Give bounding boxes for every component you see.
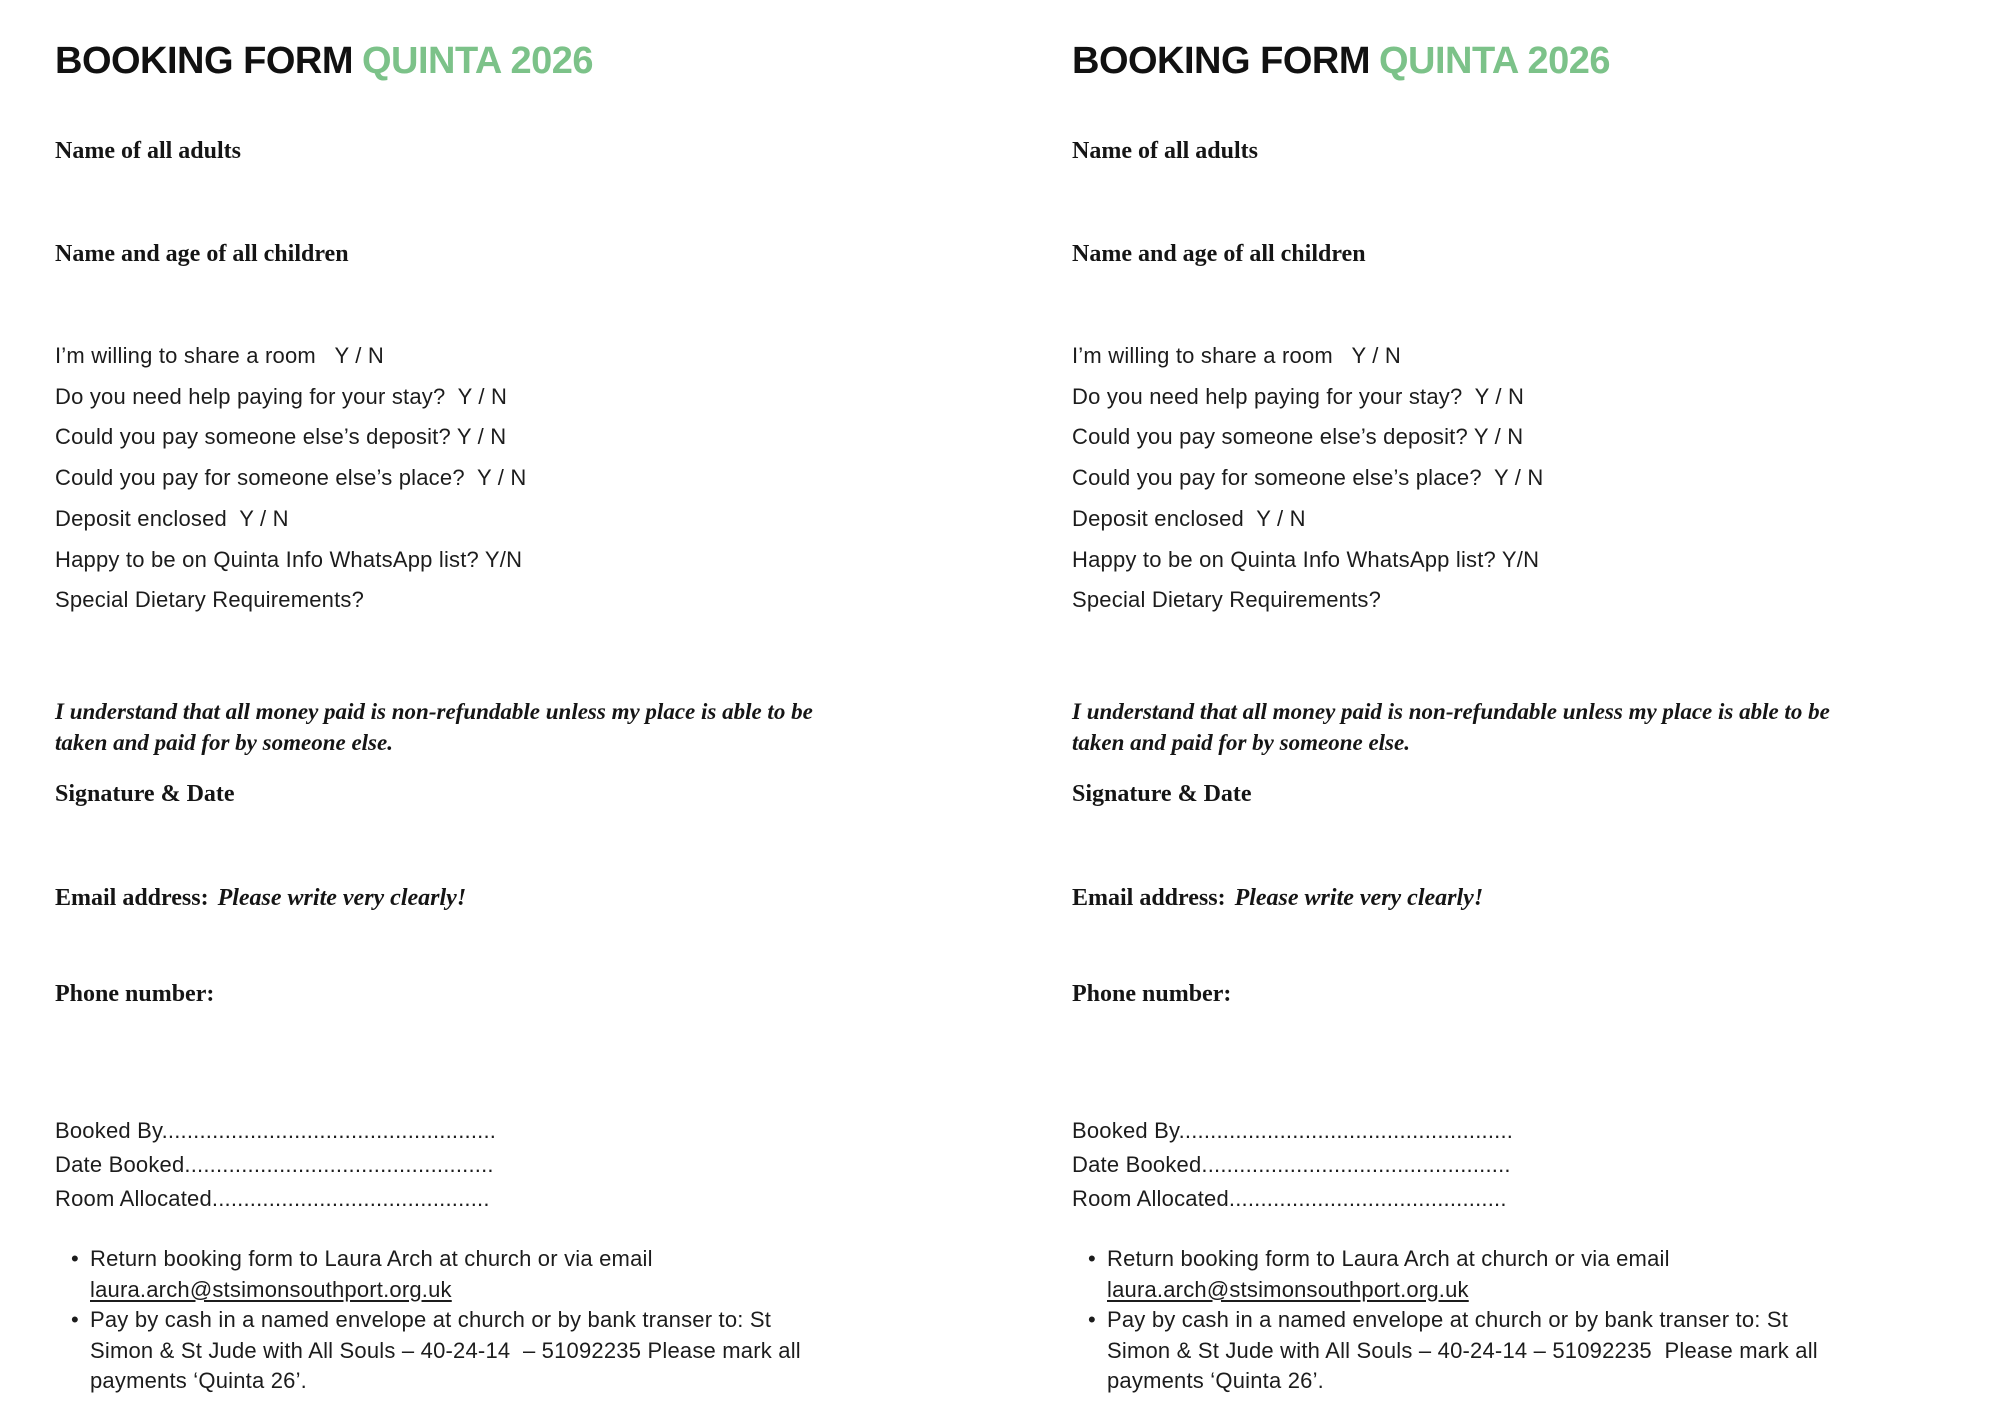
questions-list xyxy=(55,336,526,621)
payment-line: Simon & St Jude with All Souls – 40-24-14 – 51092235 Please mark all xyxy=(1107,1337,1818,1363)
question-pay-place: Could you pay for someone else’s place? Y / N xyxy=(55,465,527,491)
email-address-label: Email address: xyxy=(55,885,209,911)
email-clarity-note: Please write very clearly! xyxy=(1234,885,1484,911)
form-title-year: QUINTA 2026 xyxy=(1378,40,1611,82)
admin-section xyxy=(55,1114,496,1216)
email-address-row xyxy=(55,883,466,913)
question-help-paying: Do you need help paying for your stay? Y / N xyxy=(55,383,508,409)
question-dietary-requirements: Special Dietary Requirements? xyxy=(1072,587,1382,613)
booking-form-page-left xyxy=(55,0,835,1414)
question-help-paying: Do you need help paying for your stay? Y / N xyxy=(1072,383,1525,409)
payment-line: Simon & St Jude with All Souls – 40-24-14 – 51092235 Please mark all xyxy=(90,1337,801,1363)
form-title-main: BOOKING FORM xyxy=(55,40,353,82)
email-clarity-note: Please write very clearly! xyxy=(217,885,467,911)
signature-date-label: Signature & Date xyxy=(1072,781,1252,807)
question-share-room: I’m willing to share a room Y / N xyxy=(55,343,384,368)
admin-section xyxy=(1072,1114,1513,1216)
date-booked-line: Date Booked................................................. xyxy=(55,1152,494,1177)
form-title-main: BOOKING FORM xyxy=(1072,40,1370,82)
date-booked-line: Date Booked................................................. xyxy=(1072,1152,1511,1177)
question-pay-deposit: Could you pay someone else’s deposit? Y / N xyxy=(1072,424,1524,450)
question-share-room: I’m willing to share a room Y / N xyxy=(1072,343,1401,368)
form-title-year: QUINTA 2026 xyxy=(361,40,594,82)
question-dietary-requirements: Special Dietary Requirements? xyxy=(55,587,365,613)
payment-line: payments ‘Quinta 26’. xyxy=(90,1368,307,1393)
payment-line: payments ‘Quinta 26’. xyxy=(1107,1368,1324,1393)
return-form-text: • Return booking form to Laura Arch at church or via email xyxy=(1107,1246,1670,1271)
refund-disclaimer-line: I understand that all money paid is non-refundable unless my place is able to be xyxy=(1072,699,1830,724)
question-whatsapp-list: Happy to be on Quinta Info WhatsApp list? Y/N xyxy=(1072,546,1540,572)
form-title xyxy=(55,38,593,84)
instruction-return-form xyxy=(71,1244,815,1305)
payment-line: • Pay by cash in a named envelope at church or by bank transer to: St xyxy=(90,1307,772,1332)
instruction-return-form xyxy=(1088,1244,1832,1305)
question-pay-place: Could you pay for someone else’s place? Y / N xyxy=(1072,465,1544,491)
questions-list xyxy=(1072,336,1543,621)
adults-name-label: Name of all adults xyxy=(1072,138,1258,164)
question-whatsapp-list: Happy to be on Quinta Info WhatsApp list? Y/N xyxy=(55,546,523,572)
instructions-list xyxy=(1088,1244,1832,1397)
instruction-payment xyxy=(1088,1305,1832,1397)
booked-by-line: Booked By..................................................... xyxy=(1072,1118,1514,1143)
refund-disclaimer-line: taken and paid for by someone else. xyxy=(55,730,393,755)
email-link[interactable]: laura.arch@stsimonsouthport.org.uk xyxy=(90,1276,452,1302)
return-form-text: • Return booking form to Laura Arch at church or via email xyxy=(90,1246,653,1271)
phone-number-label: Phone number: xyxy=(55,981,215,1007)
phone-number-label: Phone number: xyxy=(1072,981,1232,1007)
children-name-age-label: Name and age of all children xyxy=(55,241,349,267)
refund-disclaimer xyxy=(1072,696,1830,758)
instruction-payment xyxy=(71,1305,815,1397)
payment-line: • Pay by cash in a named envelope at church or by bank transer to: St xyxy=(1107,1307,1789,1332)
email-address-label: Email address: xyxy=(1072,885,1226,911)
instructions-list xyxy=(71,1244,815,1397)
booked-by-line: Booked By..................................................... xyxy=(55,1118,497,1143)
children-name-age-label: Name and age of all children xyxy=(1072,241,1366,267)
email-link[interactable]: laura.arch@stsimonsouthport.org.uk xyxy=(1107,1276,1469,1302)
email-address-row xyxy=(1072,883,1483,913)
signature-date-label: Signature & Date xyxy=(55,781,235,807)
question-deposit-enclosed: Deposit enclosed Y / N xyxy=(1072,505,1306,531)
room-allocated-line: Room Allocated............................................ xyxy=(55,1186,490,1211)
refund-disclaimer-line: taken and paid for by someone else. xyxy=(1072,730,1410,755)
question-deposit-enclosed: Deposit enclosed Y / N xyxy=(55,505,289,531)
refund-disclaimer xyxy=(55,696,813,758)
booking-form-page-right xyxy=(1072,0,1852,1414)
room-allocated-line: Room Allocated............................................ xyxy=(1072,1186,1507,1211)
adults-name-label: Name of all adults xyxy=(55,138,241,164)
refund-disclaimer-line: I understand that all money paid is non-refundable unless my place is able to be xyxy=(55,699,813,724)
question-pay-deposit: Could you pay someone else’s deposit? Y / N xyxy=(55,424,507,450)
form-title xyxy=(1072,38,1610,84)
